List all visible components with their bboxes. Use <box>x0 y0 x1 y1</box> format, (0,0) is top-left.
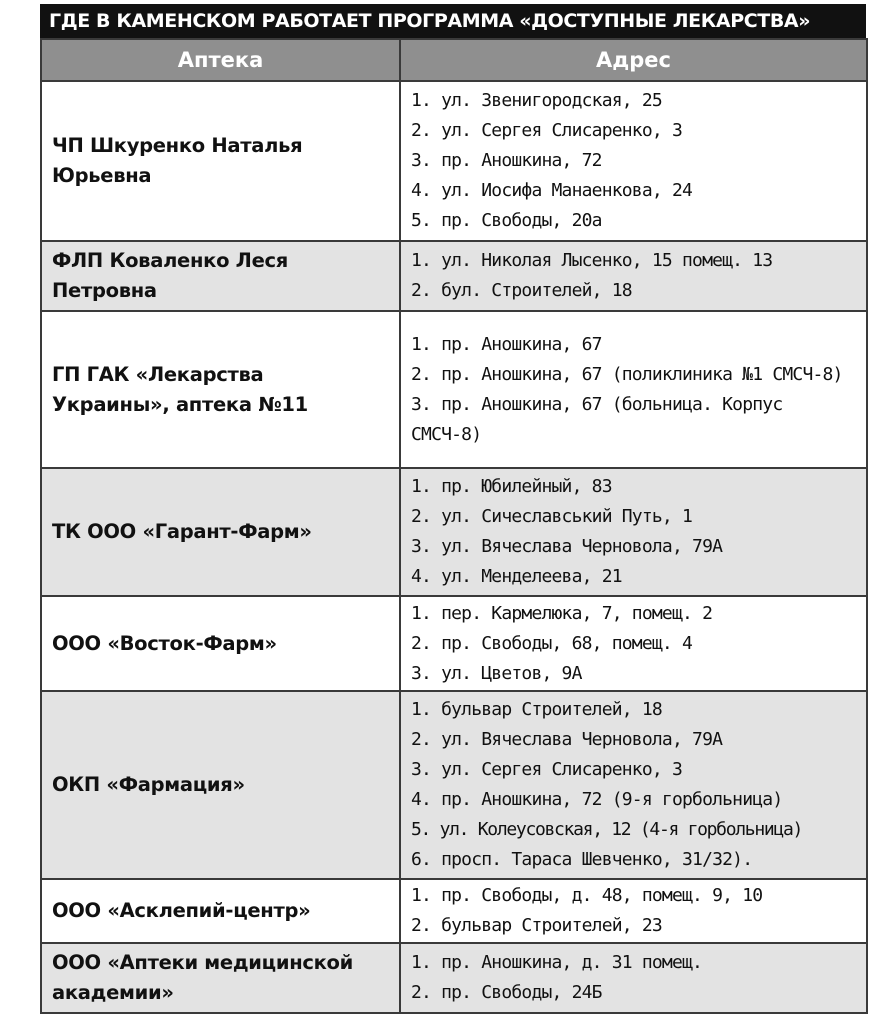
address-item: 2. бул. Строителей, 18 <box>411 280 632 301</box>
pharmacy-name: ОКП «Фармация» <box>52 773 245 796</box>
address-item: 3. ул. Цветов, 9А <box>411 662 582 684</box>
pharmacy-name: ФЛП Коваленко Леся Петровна <box>52 249 288 302</box>
address-item: 2. пр. Свободы, 68, помещ. 4 <box>411 632 693 654</box>
pharmacy-name: ООО «Восток-Фарм» <box>52 631 277 655</box>
pharmacy-name: ООО «Аптеки медицинской академии» <box>52 951 354 1004</box>
address-item: 4. пр. Аношкина, 72 (9-я горбольница) <box>411 789 783 810</box>
address-item: 1. ул. Звенигородская, 25 <box>411 90 662 111</box>
address-item: 2. пр. Аношкина, 67 (поликлиника №1 СМСЧ-8) <box>411 363 843 385</box>
table-row <box>41 943 867 1013</box>
document <box>40 4 866 1014</box>
pharmacy-name: ГП ГАК «Лекарства Украины», аптека №11 <box>52 362 308 416</box>
address-item: 3. ул. Вячеслава Черновола, 79А <box>411 536 723 557</box>
table-row <box>41 596 867 691</box>
table-title: ГДЕ В КАМЕНСКОМ РАБОТАЕТ ПРОГРАММА «ДОСТУПНЫЕ ЛЕКАРСТВА» <box>40 4 866 38</box>
address-item: 2. ул. Вячеслава Черновола, 79А <box>411 729 723 750</box>
address-item: 5. ул. Колеусовская, 12 (4-я горбольница) <box>411 819 803 840</box>
address-item: 2. пр. Свободы, 24Б <box>411 982 602 1003</box>
column-header-pharmacy: Аптека <box>41 39 400 81</box>
address-item: 4. ул. Иосифа Манаенкова, 24 <box>411 180 693 201</box>
address-item: 1. ул. Николая Лысенко, 15 помещ. 13 <box>411 250 773 271</box>
address-item: 1. пр. Аношкина, 67 <box>411 333 602 355</box>
address-item: 1. пр. Свободы, д. 48, помещ. 9, 10 <box>411 885 763 906</box>
address-item: 5. пр. Свободы, 20а <box>411 210 602 231</box>
address-list <box>401 330 866 450</box>
table-row <box>41 311 867 468</box>
address-list <box>401 695 866 875</box>
table-row <box>41 81 867 241</box>
table-row <box>41 691 867 879</box>
address-item: 1. пр. Аношкина, д. 31 помещ. <box>411 952 703 973</box>
address-item: 3. пр. Аношкина, 72 <box>411 150 602 171</box>
pharmacy-table <box>40 38 868 1014</box>
address-list <box>401 599 866 689</box>
address-item: 1. бульвар Строителей, 18 <box>411 699 662 720</box>
address-list <box>401 948 866 1008</box>
address-item: 3. пр. Аношкина, 67 (больница. Корпус СМСЧ-8) <box>411 393 783 445</box>
column-header-address: Адрес <box>400 39 867 81</box>
table-row <box>41 879 867 943</box>
table-row <box>41 468 867 596</box>
pharmacy-name: ЧП Шкуренко Наталья Юрьевна <box>52 134 303 187</box>
address-item: 6. просп. Тараса Шевченко, 31/32). <box>411 849 753 870</box>
pharmacy-name: ООО «Асклепий-центр» <box>52 899 311 922</box>
address-list <box>401 881 866 941</box>
table-row <box>41 241 867 311</box>
address-item: 1. пер. Кармелюка, 7, помещ. 2 <box>411 602 713 624</box>
address-list <box>401 86 866 236</box>
address-list <box>401 472 866 592</box>
pharmacy-name: ТК ООО «Гарант-Фарм» <box>52 520 312 543</box>
address-item: 2. бульвар Строителей, 23 <box>411 915 662 936</box>
address-item: 2. ул. Сичеславський Путь, 1 <box>411 506 693 527</box>
address-item: 3. ул. Сергея Слисаренко, 3 <box>411 759 682 780</box>
address-list <box>401 246 866 306</box>
address-item: 2. ул. Сергея Слисаренко, 3 <box>411 120 682 141</box>
address-item: 1. пр. Юбилейный, 83 <box>411 476 612 497</box>
header-row <box>41 39 867 81</box>
address-item: 4. ул. Менделеева, 21 <box>411 566 622 587</box>
